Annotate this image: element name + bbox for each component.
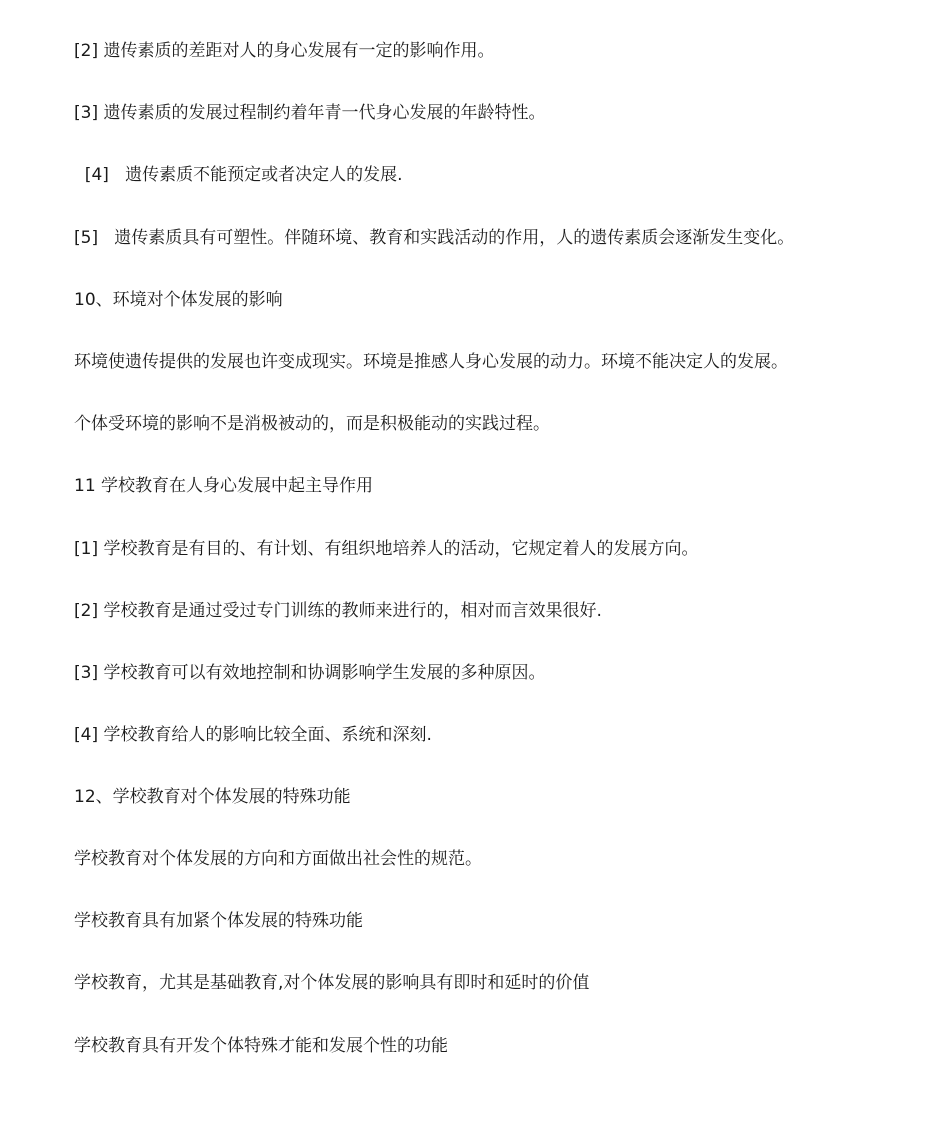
text-line-environment-role: 环境使遗传提供的发展也许变成现实。环境是推感人身心发展的动力。环境不能决定人的发展。	[74, 352, 788, 372]
text-line-school-value: 学校教育，尤其是基础教育,对个体发展的影响具有即时和延时的价值	[74, 973, 590, 993]
text-line-school-teachers: [2] 学校教育是通过受过专门训练的教师来进行的，相对而言效果很好.	[74, 601, 602, 621]
heading-school-leading-role: 11 学校教育在人身心发展中起主导作用	[74, 476, 374, 496]
text-line-heredity-process: [3] 遗传素质的发展过程制约着年青一代身心发展的年龄特性。	[74, 103, 546, 123]
heading-school-special-function: 12、学校教育对个体发展的特殊功能	[74, 787, 351, 807]
text-line-school-talent: 学校教育具有开发个体特殊才能和发展个性的功能	[74, 1036, 448, 1056]
heading-environment: 10、环境对个体发展的影响	[74, 290, 283, 310]
text-line-environment-active: 个体受环境的影响不是消极被动的，而是积极能动的实践过程。	[74, 414, 550, 434]
text-line-school-norms: 学校教育对个体发展的方向和方面做出社会性的规范。	[74, 849, 482, 869]
text-line-heredity-difference: [2] 遗传素质的差距对人的身心发展有一定的影响作用。	[74, 41, 495, 61]
text-line-heredity-plasticity: [5] 遗传素质具有可塑性。伴随环境、教育和实践活动的作用，人的遗传素质会逐渐发生变化。	[74, 228, 795, 248]
text-line-school-control: [3] 学校教育可以有效地控制和协调影响学生发展的多种原因。	[74, 663, 546, 683]
text-line-school-accelerate: 学校教育具有加紧个体发展的特殊功能	[74, 911, 363, 931]
text-line-school-purposeful: [1] 学校教育是有目的、有计划、有组织地培养人的活动，它规定着人的发展方向。	[74, 539, 699, 559]
text-line-school-comprehensive: [4] 学校教育给人的影响比较全面、系统和深刻.	[74, 725, 432, 745]
text-line-heredity-not-decisive: [4] 遗传素质不能预定或者决定人的发展.	[74, 165, 403, 185]
